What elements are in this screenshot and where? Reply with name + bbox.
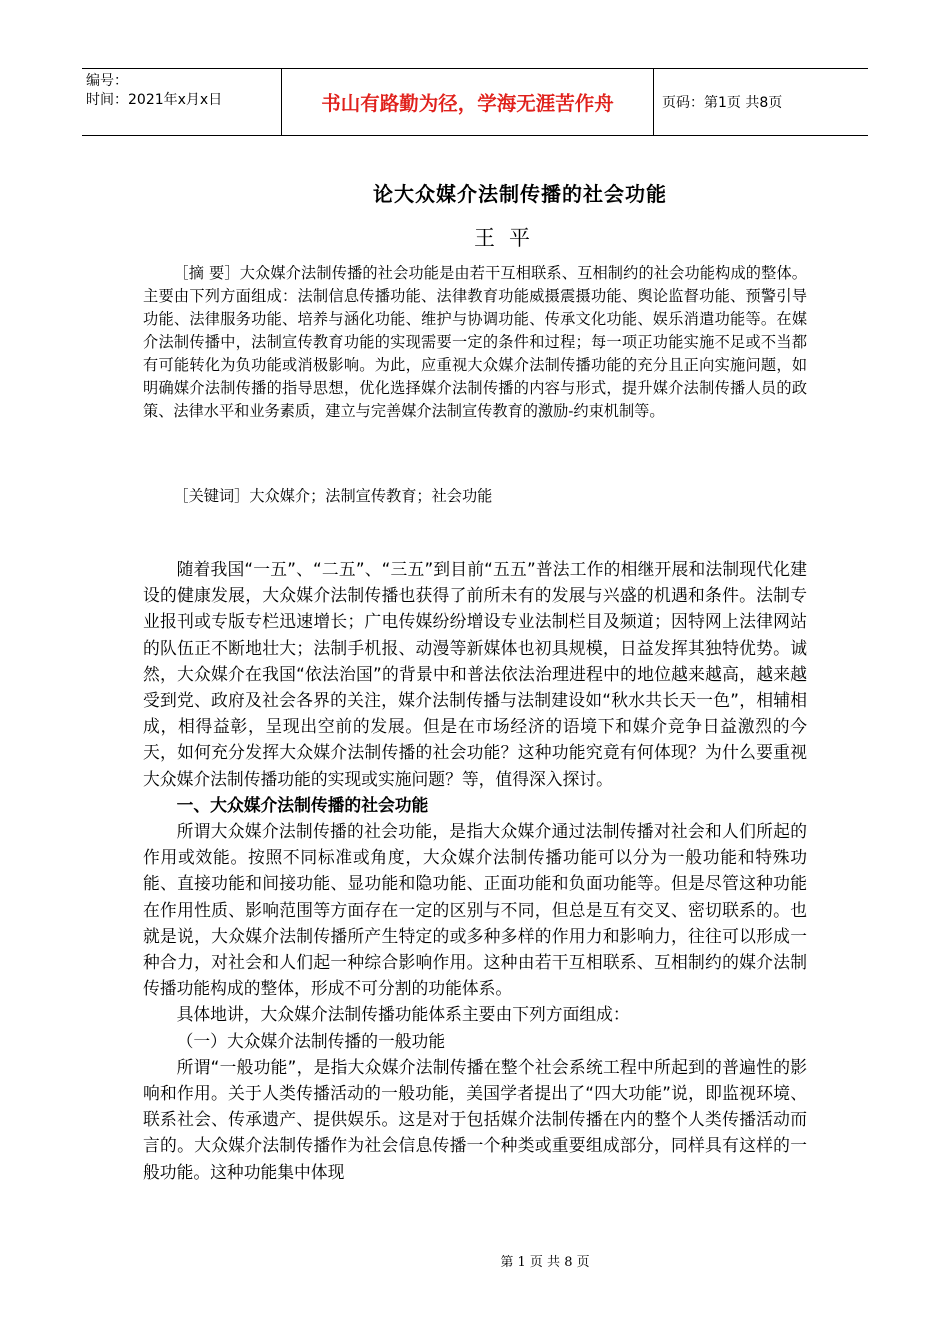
intro-paragraph: 随着我国“一五”、“二五”、“三五”到目前“五五”普法工作的相继开展和法制现代化建设的健康发展，大众媒介法制传播也获得了前所未有的发展与兴盛的机遇和条件。法制专业报刊或专版专栏迅速增长；广电传媒纷纷增设专业法制栏目及频道；因特网上法律网站的队伍正不断地壮大；法制手机报、动漫等新媒体也初具规模，日益发挥其独特优势。诚然，大众媒介在我国“依法治国”的背景中和普法依法治理进程中的地位越来越高，越来越受到党、政府及社会各界的关注，媒介法制传播与法制建设如“秋水共长天一色”，相辅相成，相得益彰，呈现出空前的发展。但是在市场经济的语境下和媒介竞争日益激烈的今天，如何充分发挥大众媒介法制传播的社会功能？这种功能究竟有何体现？为什么要重视大众媒介法制传播功能的实现或实施问题？等，值得深入探讨。 — [143, 559, 807, 789]
section-heading: 一、大众媒介法制传播的社会功能 — [176, 794, 429, 815]
header-table — [82, 68, 868, 136]
keywords: ［关键词］大众媒介；法制宣传教育；社会功能 — [173, 487, 493, 505]
document-title: 论大众媒介法制传播的社会功能 — [373, 182, 667, 206]
subsection-heading: （一）大众媒介法制传播的一般功能 — [176, 1030, 446, 1051]
page-footer: 第 1 页 共 8 页 — [500, 1255, 590, 1270]
section-paragraph: 所谓大众媒介法制传播的社会功能，是指大众媒介通过法制传播对社会和人们所起的作用或效能。按照不同标准或角度，大众媒介法制传播功能可以分为一般功能和特殊功能、直接功能和间接功能、显功能和隐功能、正面功能和负面功能等。但是尽管这种功能在作用性质、影响范围等方面存在一定的区别与不同，但总是互有交叉、密切联系的。也就是说，大众媒介法制传播所产生特定的或多种多样的作用力和影响力，往往可以形成一种合力，对社会和人们起一种综合影响作用。这种由若干互相联系、互相制约的媒介法制传播功能构成的整体，形成不可分割的功能体系。 — [143, 821, 807, 999]
abstract-text: ［摘 要］大众媒介法制传播的社会功能是由若干互相联系、互相制约的社会功能构成的整体。主要由下列方面组成：法制信息传播功能、法律教育功能威摄震摄功能、舆论监督功能、预警引导功能、法律服务功能、培养与涵化功能、维护与协调功能、传承文化功能、娱乐消遣功能等。在媒介法制传播中，法制宣传教育功能的实现需要一定的条件和过程；每一项正功能实施不足或不当都有可能转化为负功能或消极影响。为此，应重视大众媒介法制传播功能的充分且正向实施问题，如明确媒介法制传播的指导思想，优化选择媒介法制传播的内容与形式，提升媒介法制传播人员的政策、法律水平和业务素质，建立与完善媒介法制宣传教育的激励-约束机制等。 — [143, 264, 807, 420]
number-label: 编号： — [86, 73, 128, 89]
body-text — [143, 556, 807, 1185]
header-meta — [82, 69, 282, 135]
section-paragraph: 具体地讲，大众媒介法制传播功能体系主要由下列方面组成： — [176, 1004, 630, 1025]
subsection-paragraph: 所谓“一般功能”，是指大众媒介法制传播在整个社会系统工程中所起到的普遍性的影响和作用。关于人类传播活动的一般功能，美国学者提出了“四大功能”说，即监视环境、联系社会、传承遗产、提供娱乐。这是对于包括媒介法制传播在内的整个人类传播活动而言的。大众媒介法制传播作为社会信息传播一个种类或重要组成部分，同样具有这样的一般功能。这种功能集中体现 — [143, 1056, 807, 1182]
header-motto: 书山有路勤为径，学海无涯苦作舟 — [282, 69, 654, 135]
header-page-info: 页码：第1页 共8页 — [662, 95, 783, 111]
abstract — [143, 262, 807, 423]
author-name: 王平 — [474, 226, 544, 250]
time-label: 时间：2021年x月x日 — [86, 92, 223, 108]
